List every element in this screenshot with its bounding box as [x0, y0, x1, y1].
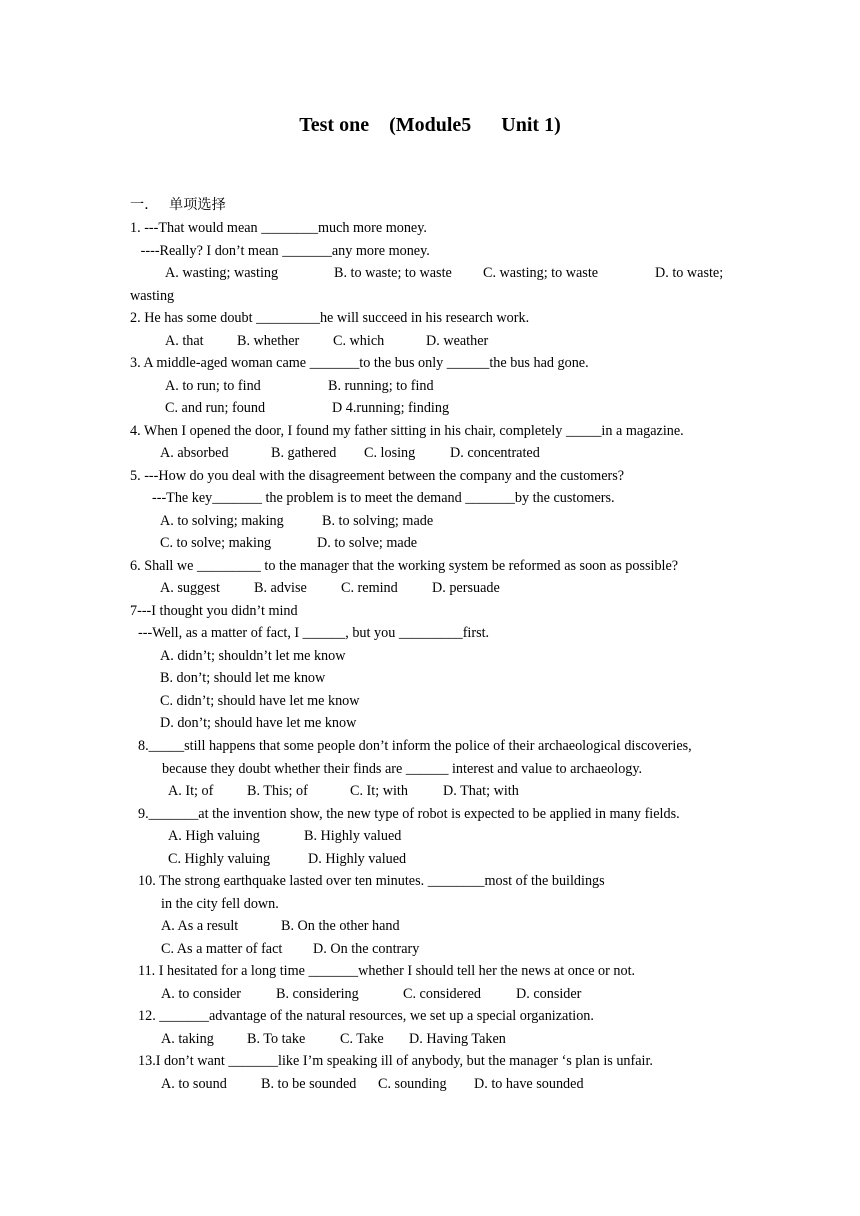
- question-2-stem: 2. He has some doubt _________he will succeed in his research work.: [130, 310, 530, 326]
- question-5-option-b: B. to solving; made: [322, 513, 434, 529]
- question-11-stem: 11. I hesitated for a long time _______whether I should tell her the news at once or not.: [138, 963, 636, 979]
- question-12-option-d: D. Having Taken: [409, 1031, 506, 1047]
- question-7-line-2: ---Well, as a matter of fact, I ______, but you _________first.: [138, 625, 490, 641]
- question-11-option-b: B. considering: [276, 986, 359, 1002]
- question-8-option-b: B. This; of: [247, 783, 308, 799]
- question-7-option-d: D. don’t; should have let me know: [160, 715, 357, 731]
- question-12-option-a: A. taking: [161, 1031, 214, 1047]
- question-13-option-b: B. to be sounded: [261, 1076, 357, 1092]
- question-2-option-b: B. whether: [237, 333, 300, 349]
- question-5-option-a: A. to solving; making: [160, 513, 284, 529]
- question-9-option-d: D. Highly valued: [308, 851, 407, 867]
- question-4-option-b: B. gathered: [271, 445, 337, 461]
- question-6-option-c: C. remind: [341, 580, 398, 596]
- question-7-option-b: B. don’t; should let me know: [160, 670, 326, 686]
- question-1-line-1: 1. ---That would mean ________much more money.: [130, 220, 427, 236]
- question-4-option-a: A. absorbed: [160, 445, 229, 461]
- question-12-option-c: C. Take: [340, 1031, 384, 1047]
- question-7-line-1: 7---I thought you didn’t mind: [130, 603, 298, 619]
- question-5-line-2: ---The key_______ the problem is to meet the demand _______by the customers.: [152, 490, 615, 506]
- question-13-option-a: A. to sound: [161, 1076, 227, 1092]
- question-5-line-1: 5. ---How do you deal with the disagreement between the company and the customers?: [130, 468, 625, 484]
- question-8-option-a: A. It; of: [168, 783, 214, 799]
- question-3-stem: 3. A middle-aged woman came _______to the bus only ______the bus had gone.: [130, 355, 589, 371]
- question-4-option-d: D. concentrated: [450, 445, 540, 461]
- question-8-option-d: D. That; with: [443, 783, 519, 799]
- question-3-option-b: B. running; to find: [328, 378, 434, 394]
- question-13-stem: 13.I don’t want _______like I’m speaking ill of anybody, but the manager ‘s plan is unfair.: [138, 1053, 653, 1069]
- question-6-stem: 6. Shall we _________ to the manager that the working system be reformed as soon as possible?: [130, 558, 679, 574]
- question-13-option-c: C. sounding: [378, 1076, 447, 1092]
- question-11-option-a: A. to consider: [161, 986, 241, 1002]
- question-10-option-b: B. On the other hand: [281, 918, 400, 934]
- question-2-option-a: A. that: [165, 333, 204, 349]
- section-heading: 一． 单项选择: [130, 197, 226, 213]
- question-6-option-a: A. suggest: [160, 580, 220, 596]
- question-2-option-d: D. weather: [426, 333, 489, 349]
- question-1-option-c: C. wasting; to waste: [483, 265, 599, 281]
- question-9-option-b: B. Highly valued: [304, 828, 402, 844]
- question-10-line-1: 10. The strong earthquake lasted over ten minutes. ________most of the buildings: [138, 873, 605, 889]
- question-5-option-d: D. to solve; made: [317, 535, 418, 551]
- question-1-option-a: A. wasting; wasting: [165, 265, 279, 281]
- question-1-option-d: D. to waste;: [655, 265, 724, 281]
- question-7-option-a: A. didn’t; shouldn’t let me know: [160, 648, 346, 664]
- question-4-option-c: C. losing: [364, 445, 416, 461]
- question-10-option-a: A. As a result: [161, 918, 239, 934]
- question-4-stem: 4. When I opened the door, I found my father sitting in his chair, completely _____in a magazine.: [130, 423, 684, 439]
- question-7-option-c: C. didn’t; should have let me know: [160, 693, 360, 709]
- question-11-option-d: D. consider: [516, 986, 582, 1002]
- question-12-option-b: B. To take: [247, 1031, 306, 1047]
- question-2-option-c: C. which: [333, 333, 385, 349]
- question-9-option-a: A. High valuing: [168, 828, 260, 844]
- question-3-option-a: A. to run; to find: [165, 378, 261, 394]
- question-10-option-c: C. As a matter of fact: [161, 941, 283, 957]
- question-3-option-d: D 4.running; finding: [332, 400, 450, 416]
- question-3-option-c: C. and run; found: [165, 400, 266, 416]
- question-13-option-d: D. to have sounded: [474, 1076, 584, 1092]
- question-1-option-d-cont: wasting: [130, 288, 175, 304]
- question-9-stem: 9._______at the invention show, the new type of robot is expected to be applied in many fields.: [138, 806, 680, 822]
- page-title: Test one (Module5 Unit 1): [299, 114, 561, 136]
- question-10-line-2: in the city fell down.: [161, 896, 279, 912]
- question-1-line-2: ----Really? I don’t mean _______any more money.: [130, 243, 430, 259]
- question-10-option-d: D. On the contrary: [313, 941, 420, 957]
- question-12-stem: 12. _______advantage of the natural resources, we set up a special organization.: [138, 1008, 594, 1024]
- question-8-line-2: because they doubt whether their finds are ______ interest and value to archaeology.: [162, 761, 643, 777]
- question-8-option-c: C. It; with: [350, 783, 408, 799]
- question-11-option-c: C. considered: [403, 986, 482, 1002]
- question-5-option-c: C. to solve; making: [160, 535, 272, 551]
- question-9-option-c: C. Highly valuing: [168, 851, 271, 867]
- question-1-option-b: B. to waste; to waste: [334, 265, 452, 281]
- question-6-option-b: B. advise: [254, 580, 307, 596]
- question-8-line-1: 8._____still happens that some people don’t inform the police of their archaeological discoveries,: [138, 738, 692, 754]
- question-6-option-d: D. persuade: [432, 580, 500, 596]
